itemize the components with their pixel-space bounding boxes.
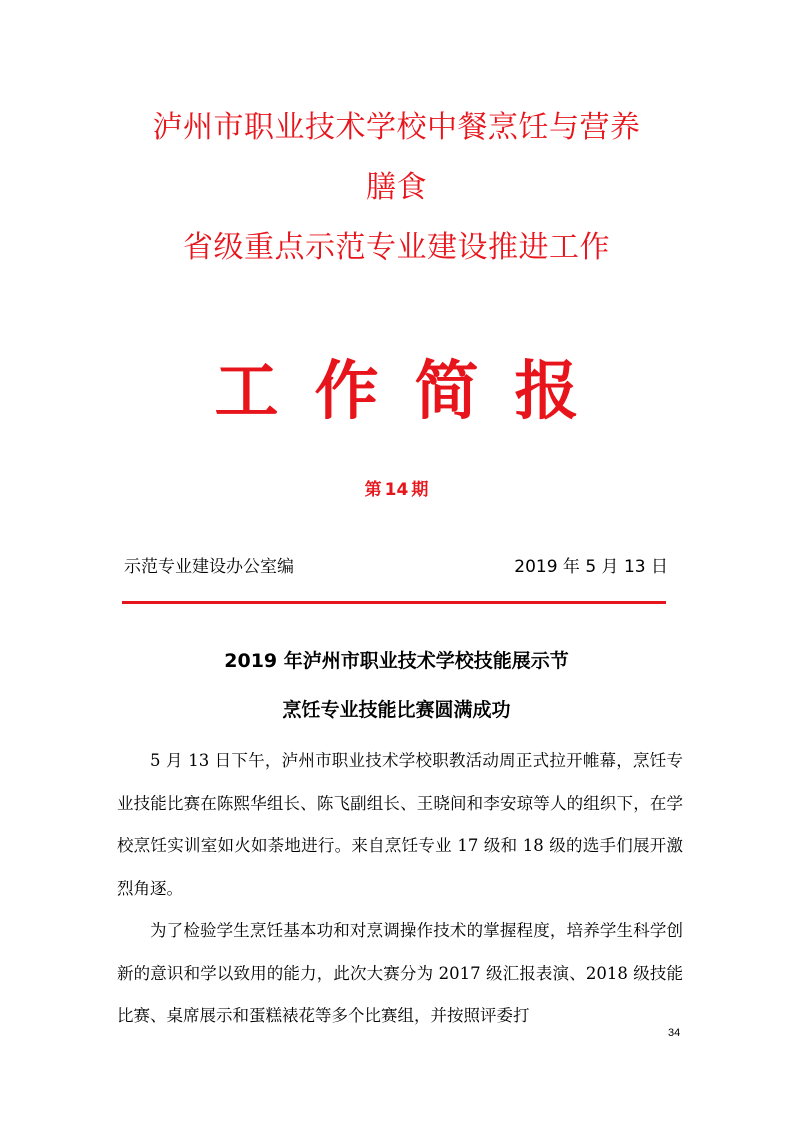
- document-title-line-3: 省级重点示范专业建设推进工作: [183, 230, 610, 265]
- issue-number: [0, 478, 793, 502]
- article-body: [117, 740, 683, 1038]
- red-divider: [122, 601, 666, 604]
- article-paragraph: 为了检验学生烹饪基本功和对烹调操作技术的掌握程度，培养学生科学创新的意识和学以致用的能力，此次大赛分为 2017 级汇报表演、2018 级技能比赛、桌席展示和蛋糕裱花等多个比赛组，并按照评委打: [117, 921, 683, 1025]
- document-title-line-2: 膳食: [366, 170, 427, 205]
- issue-prefix: 第: [364, 480, 382, 500]
- page-number: 34: [668, 1027, 681, 1039]
- article-title-line-1: 2019 年泸州市职业技术学校技能展示节: [224, 650, 569, 672]
- issue-date: 2019 年 5 月 13 日: [514, 557, 668, 577]
- article-title-line-2: 烹饪专业技能比赛圆满成功: [282, 699, 511, 721]
- bulletin-banner: 工作简报: [214, 355, 615, 429]
- document-title-line-1: 泸州市职业技术学校中餐烹饪与营养: [152, 110, 641, 145]
- issue-suffix: 期: [411, 480, 429, 500]
- article-paragraph: 5 月 13 日下午，泸州市职业技术学校职教活动周正式拉开帷幕，烹饪专业技能比赛在陈熙华组长、陈飞副组长、王晓间和李安琼等人的组织下，在学校烹饪实训室如火如荼地进行。来自烹饪专业 17 级和 18 级的选手们展开激烈角逐。: [117, 751, 683, 898]
- editor-office: 示范专业建设办公室编: [124, 557, 294, 577]
- issue-number-value: 14: [384, 480, 409, 500]
